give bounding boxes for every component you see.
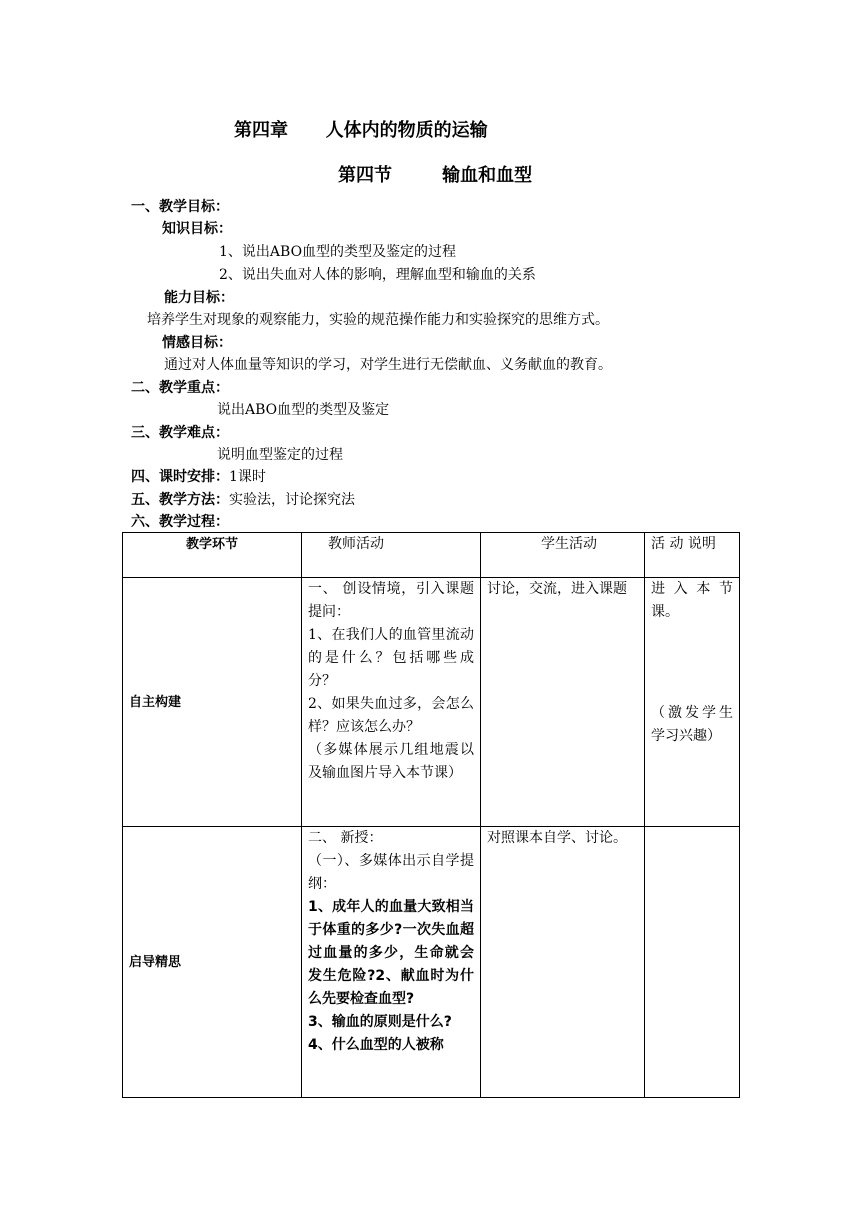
- student-cell-1: 讨论，交流，进入课题: [481, 578, 645, 827]
- method-line: [131, 489, 355, 511]
- chapter-title: 第四章 人体内的物质的运输: [234, 120, 488, 141]
- note-cell-1: [645, 578, 740, 827]
- student-cell-2: 对照课本自学、讨论。: [481, 827, 645, 1098]
- teacher-cell-2: [302, 827, 481, 1098]
- knowledge-item-1: 1、说出ABO血型的类型及鉴定的过程: [219, 244, 457, 260]
- schedule-heading: 四、课时安排：: [131, 469, 229, 485]
- knowledge-label: 知识目标：: [162, 221, 232, 237]
- teacher-line: （多媒体展示几组地震以及输血图片导入本节课）: [308, 742, 474, 781]
- key-point-heading: 二、教学重点：: [131, 380, 229, 396]
- knowledge-item-2: 2、说出失血对人体的影响，理解血型和输血的关系: [219, 267, 536, 283]
- method-text: 实验法，讨论探究法: [229, 492, 355, 508]
- process-heading: 六、教学过程：: [131, 514, 229, 530]
- ability-label: 能力目标：: [164, 290, 234, 306]
- teaching-process-table: [122, 532, 740, 1098]
- section-title: 第四节 输血和血型: [338, 165, 533, 186]
- difficulty-text: 说明血型鉴定的过程: [217, 447, 343, 463]
- header-stage: 教学环节: [123, 533, 302, 578]
- stage-cell-2: 启导精思: [123, 827, 302, 1098]
- note-top: 进入本节课。: [651, 581, 733, 620]
- teacher-question: 4、什么血型的人被称: [308, 1037, 444, 1053]
- emotion-text: 通过对人体血量等知识的学习，对学生进行无偿献血、义务献血的教育。: [164, 357, 612, 373]
- teacher-line: 二、 新授：: [308, 830, 383, 846]
- teacher-line: 一、 创设情境，引入课题提问：: [308, 581, 474, 620]
- teacher-question: 3、输血的原则是什么?: [308, 1014, 452, 1030]
- teacher-cell-1: [302, 578, 481, 827]
- header-student: 学生活动: [481, 533, 645, 578]
- teacher-line: 2、如果失血过多，会怎么样？应该怎么办？: [308, 696, 474, 735]
- key-point-text: 说出ABO血型的类型及鉴定: [217, 402, 390, 418]
- table-header-row: [123, 533, 740, 578]
- teacher-line: （一）、多媒体出示自学提纲：: [308, 853, 474, 892]
- ability-text: 培养学生对现象的观察能力，实验的规范操作能力和实验探究的思维方式。: [147, 312, 609, 328]
- emotion-label: 情感目标：: [162, 335, 232, 351]
- method-heading: 五、教学方法：: [131, 492, 229, 508]
- schedule-line: [131, 466, 266, 488]
- difficulty-heading: 三、教学难点：: [131, 425, 229, 441]
- table-row: [123, 827, 740, 1098]
- stage-cell-1: 自主构建: [123, 578, 302, 827]
- note-cell-2: [645, 827, 740, 1098]
- teacher-question: 1、成年人的血量大致相当于体重的多少?一次失血超过血量的多少，生命就会发生危险?2、献血时为什么先要检查血型?: [308, 899, 474, 1007]
- schedule-text: 1课时: [229, 469, 266, 485]
- table-row: [123, 578, 740, 827]
- header-note: 活 动 说明: [645, 533, 740, 578]
- note-bottom: （激发学生学习兴趣）: [651, 705, 733, 744]
- teacher-line: 1、在我们人的血管里流动的是什么？包括哪些成分？: [308, 627, 474, 689]
- objectives-heading: 一、教学目标：: [131, 199, 229, 215]
- header-teacher: 教师活动: [302, 533, 481, 578]
